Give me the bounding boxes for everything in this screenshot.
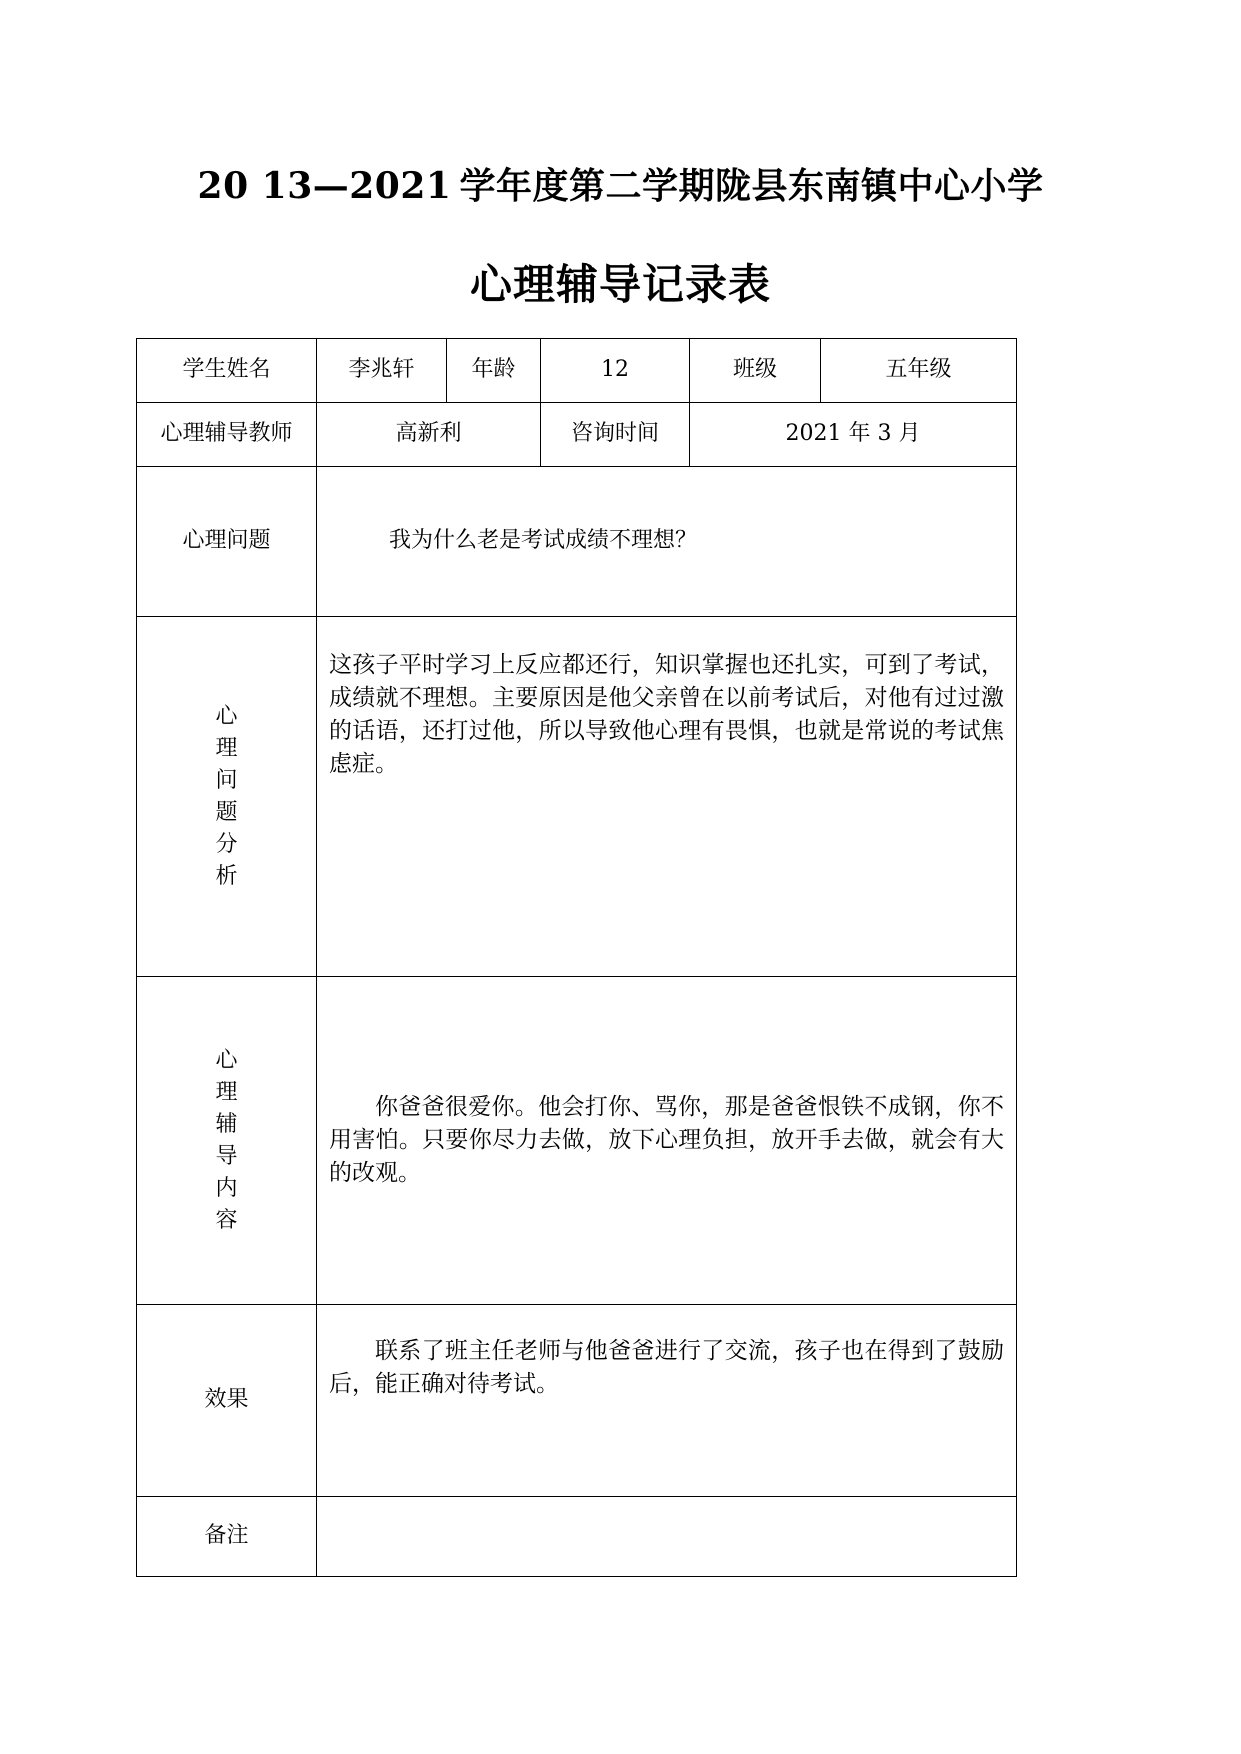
effect-label: 效果 bbox=[137, 1305, 317, 1497]
age-value: 12 bbox=[541, 339, 690, 403]
table-row bbox=[137, 467, 1017, 617]
table-row bbox=[137, 403, 1017, 467]
counseling-record-table bbox=[136, 338, 1017, 1577]
table-row bbox=[137, 617, 1017, 977]
analysis-label: 心理问题分析 bbox=[215, 703, 238, 889]
analysis-value: 这孩子平时学习上反应都还行，知识掌握也还扎实，可到了考试，成绩就不理想。主要原因是他父亲曾在以前考试后，对他有过过激的话语，还打过他，所以导致他心理有畏惧，也就是常说的考试焦虑症。 bbox=[329, 652, 1004, 777]
content-label: 心理辅导内容 bbox=[215, 1047, 238, 1233]
document-title-line1 bbox=[0, 158, 1241, 209]
remarks-value bbox=[317, 1497, 1017, 1577]
effect-cell bbox=[317, 1305, 1017, 1497]
problem-value: 我为什么老是考试成绩不理想？ bbox=[317, 467, 1017, 617]
teacher-value: 高新利 bbox=[317, 403, 541, 467]
remarks-label: 备注 bbox=[137, 1497, 317, 1577]
table-row bbox=[137, 1497, 1017, 1577]
class-value: 五年级 bbox=[821, 339, 1017, 403]
title-school-term: 学年度第二学期陇县东南镇中心小学 bbox=[459, 165, 1044, 207]
class-label: 班级 bbox=[690, 339, 821, 403]
content-value: 你爸爸很爱你。他会打你、骂你，那是爸爸恨铁不成钢，你不用害怕。只要你尽力去做，放下心理负担，放开手去做，就会有大的改观。 bbox=[329, 1094, 1004, 1186]
analysis-label-cell bbox=[137, 617, 317, 977]
effect-value: 联系了班主任老师与他爸爸进行了交流，孩子也在得到了鼓励后，能正确对待考试。 bbox=[329, 1338, 1004, 1397]
content-cell bbox=[317, 977, 1017, 1305]
document-title-line2: 心理辅导记录表 bbox=[469, 260, 771, 309]
title-year-range: 20 13—2021 bbox=[197, 165, 452, 207]
table-row bbox=[137, 977, 1017, 1305]
table-row bbox=[137, 339, 1017, 403]
consult-time-value: 2021 年 3 月 bbox=[690, 403, 1017, 467]
table-row bbox=[137, 1305, 1017, 1497]
problem-label: 心理问题 bbox=[137, 467, 317, 617]
age-label: 年龄 bbox=[447, 339, 541, 403]
teacher-label: 心理辅导教师 bbox=[137, 403, 317, 467]
content-label-cell bbox=[137, 977, 317, 1305]
student-name-label: 学生姓名 bbox=[137, 339, 317, 403]
consult-time-label: 咨询时间 bbox=[541, 403, 690, 467]
student-name-value: 李兆轩 bbox=[317, 339, 447, 403]
analysis-cell bbox=[317, 617, 1017, 977]
